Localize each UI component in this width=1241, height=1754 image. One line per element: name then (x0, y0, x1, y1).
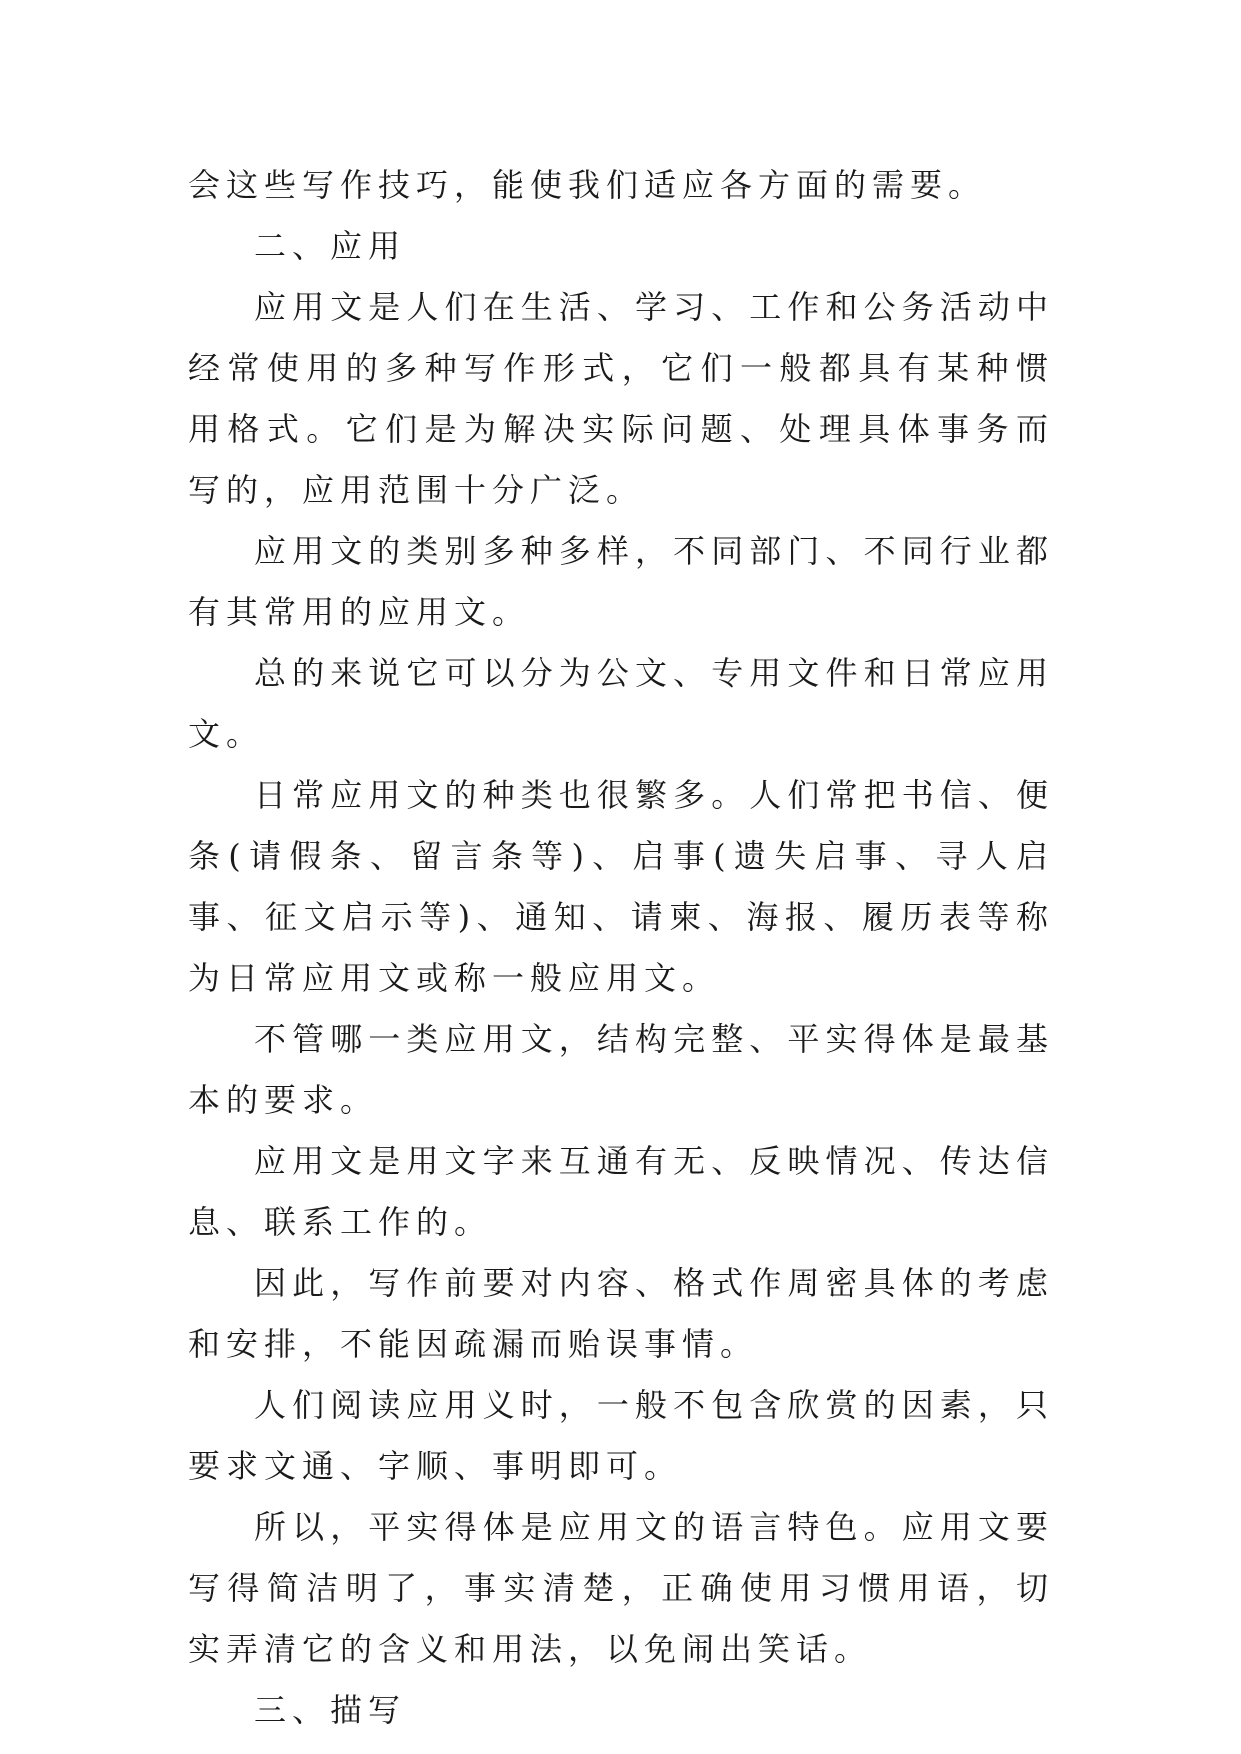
section-heading-application: 二、应用 (254, 227, 407, 265)
paragraph: 应用文是人们在生活、学习、工作和公务活动中经常使用的多种写作形式，它们一般都具有某种惯用格式。它们是为解决实际问题、处理具体事务而写的，应用范围十分广泛。 (188, 288, 1054, 509)
document-page (188, 155, 1054, 1741)
paragraph: 日常应用文的种类也很繁多。人们常把书信、便条(请假条、留言条等)、启事(遗失启事、寻人启事、征文启示等)、通知、请柬、海报、履历表等称为日常应用文或称一般应用文。 (188, 776, 1054, 997)
paragraph: 所以，平实得体是应用文的语言特色。应用文要写得简洁明了，事实清楚，正确使用习惯用语，切实弄清它的含义和用法，以免闹出笑话。 (188, 1508, 1054, 1668)
paragraph: 应用文是用文字来互通有无、反映情况、传达信息、联系工作的。 (188, 1142, 1054, 1241)
paragraph: 不管哪一类应用文，结构完整、平实得体是最基本的要求。 (188, 1020, 1054, 1119)
section-heading-description: 三、描写 (254, 1691, 407, 1729)
paragraph: 总的来说它可以分为公文、专用文件和日常应用文。 (188, 654, 1054, 753)
paragraph: 人们阅读应用义时，一般不包含欣赏的因素，只要求文通、字顺、事明即可。 (188, 1386, 1054, 1485)
paragraph: 应用文的类别多种多样，不同部门、不同行业都有其常用的应用文。 (188, 532, 1054, 631)
paragraph: 因此，写作前要对内容、格式作周密具体的考虑和安排，不能因疏漏而贻误事情。 (188, 1264, 1054, 1363)
paragraph-continuation: 会这些写作技巧，能使我们适应各方面的需要。 (188, 166, 987, 204)
